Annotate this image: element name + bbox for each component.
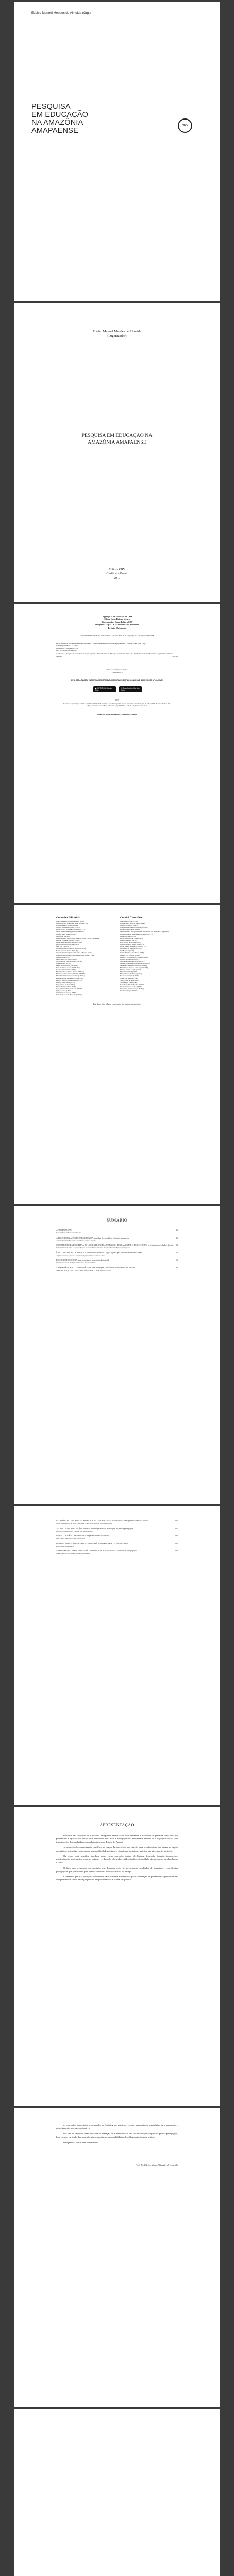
editor-chefe-line: Editor-chefe: Railson Moura [104,618,130,621]
google-play-icon: ▶ [95,687,97,689]
legal-text: Foi feito o depósito legal conf. Lei 10.994 de 14/12/2004. Proibida a reprodução parcial ou total desta obra sem autorização da Editora CRV. Todos os direitos desta edição reservados pela: Editora CRV. Tel.: (41) 3039-6418 - E-mail: sac@editoracrv.com.br [63,703,171,707]
toc-entry-authors: Marta Jane da Silva Souza / Antonio Fernandes [56,1552,90,1555]
council-col-2-header: Comitê Científico: [120,916,143,919]
council-member: Anselmo Alencar Colares (UFOPA) [56,924,79,927]
toc-entry-title: PEDAGOGIAS LUDO-EMBASADAS NO CURRÍCULO DO ENSINO FUNDAMENTAL [56,1542,129,1545]
council-member: Aldira Guimarães Duarte Domínguez (UNB) [56,920,85,922]
council-member: Maria de Lourdes Pinto de Almeida (UNOESC) [120,962,150,964]
council-page [14,905,220,1204]
council-member: Maria Lília Imbiriba Sousa Colares (UFOPA) [56,975,85,977]
publisher-logo [178,118,192,133]
council-member: Fauston Negreiros (UFPI) [120,939,137,941]
toc-entry-authors: Edelso Manoel Mendes de Almeida [56,1232,81,1234]
publisher-mark: CRV [181,124,189,127]
cover-editor-line: Edelso Manoel Mendes de Almeida (Org.) [31,11,91,15]
council-member: Kilwangy Kya Kapitango-a-Samba (Unemat) [120,956,148,958]
council-note: Este livro foi avaliado e aprovado por pareceristas ad hoc. [93,1003,141,1005]
council-member: Vera Lucia Gaspar (UDESC) [120,990,138,992]
council-member: Cesar Gerónimo Tello (Univer. Nacional Três de Febrero – Argentina) [56,937,100,939]
council-col-2 [120,916,178,992]
council-member: Sérgio Nunes de Jesus (IFRO) [56,983,75,986]
last-page-paragraph: os currículos conceituais relacionados ao bullying no ambiente escolar, apresentando estratégias para prevenção e enfrentamento no espaço educativo. [56,2124,178,2130]
council-member: Eduardo Fernandes Barbosa (UFMG) [56,939,80,941]
google-play-label: GET IT ON Google Play [95,687,112,691]
council-member: Maria Eurácia Barreto de Andrade (UFRB) [120,964,147,967]
council-member: Lourdes Helena da Silva (UFV) [120,958,140,960]
store-note: ESTA OBRA TAMBÉM ENCONTRA-SE DISPONÍVEL EM FORMATO DIGITAL. CONHEÇA E BAIXE NOSSO APLICATIVO! [71,679,163,681]
last-page-body [56,2124,178,2146]
council-member: José de Ribamar Sousa Pereira (UCB) [120,952,144,954]
council-member: Barbara Coelho Neves (UFBA) [120,928,140,931]
title-page-publisher: Editora CRV [109,568,125,571]
council-member: Francisco Carlos Duarte (PUC-PR) [56,950,78,952]
toc-entry-line [56,1543,178,1545]
presentation-heading: APRESENTAÇÃO [99,1823,135,1827]
toc-entry-authors: Antonio Sardinha Ferreira / Ana Maria Cristina Ferreira [56,1239,97,1242]
toc-entry-page: 145 [175,1542,178,1545]
presentation-paragraph: Esperamos que esta obra possa contribuir para o debate acadêmico e para a formação de professores e pesquisadores comprometidos com a educação pública de qualidade na Amazônia amapaense. [56,1875,178,1882]
toc-entry-page: 159 [175,1550,178,1552]
council-member: Sonia Maria Ferreira Koehler (UNISAL) [120,983,146,986]
isbn-digital: ISBN Digital 978-85-444-3292-1 [56,645,78,647]
site-line: Conheça os nossos lançamentos: www.editoracrv.com.br [97,713,137,715]
presentation-paragraph: A produção do conhecimento científico no campo da educação é um desafio para os educadores que atuam na região amazônica, pois exige compreender as especificidades culturais, históricas e sociais dos sujeitos que vivem neste território. [56,1846,178,1852]
toc-entry [56,1535,178,1540]
council-member: Cesar Gerónimo Tello (Universidad Nacional de Três de Febrero – Argentina) [120,930,169,933]
council-member: Elione Maria Nogueira Diogenes (UFAL) [56,941,82,943]
council-member: Mônica Pereira dos Santos (UFRJ) [120,973,142,975]
council-member: Najela Tavares Ujiie (UTFPR) [120,975,139,977]
title-page [14,303,220,602]
council-member: João Adalberto Campato Junior (UNESP) [56,960,82,962]
toc-entry [56,1229,178,1234]
cip-subjects: 1. Educação 2. Pesquisa em educação 3. Educação especial 4. Educação básica 5. Educação a distância 6. Amapá. I. Almeida, Edelso Manoel Mendes de. org. II. Título III. Série. [56,652,173,655]
toc-entry [56,1244,178,1249]
council-member: Solange Helena Ximenes-Rocha (UFOPA) [56,988,83,990]
toc-entry [56,1528,178,1533]
toc-list [56,1229,178,1275]
toc-entry [56,1543,178,1548]
council-member: Tadeu Oliver Gonçalves (UFPA) [56,992,77,994]
council-member: Diosnel Centurion (Univ Americ. de Asunción – Py) [120,933,153,935]
toc-entry-page: 11 [176,1229,178,1231]
last-page-paragraph: Por fim, os capítulos finais discutem a formação de professores e o uso das tecnologias digitais na prática pedagógica, bem como o currículo da escola ribeirinha, ampliando as possibilidades de diálogo entre teoria e prática. [56,2132,178,2139]
council-member: Eliane Rose Maio (UEM) [120,935,136,937]
cdu-value: CDU 37 [56,656,62,658]
imagem-capa-line: Imagem da Capa: CRV - Biblioteca da Amazônia [95,623,139,626]
toc-entry-title: O CURRÍCULO DA DISCIPLINA DE LÍNGUA FRANCESA NO ENSINO FUNDAMENTAL II DE OIAPOQUE: as fronteiras do trabalho docente [56,1244,174,1247]
council-member: Elizeu Clementino de Souza (UNEB) [56,943,79,946]
council-member: Lídia de Oliveira Xavier (UNIEURO) [56,967,80,969]
cover-title-line: AMAPAENSE [31,126,78,135]
council-member: Vânia Alves Martins Chaigar (FURG) [120,988,144,990]
toc-entry-title: DESCOBERTA SONORA: uma proposta de musicalização infantil [56,1259,109,1262]
council-member: Renato Francisco dos Santos Paula (UFG) [56,979,82,981]
toc-entry-title: A PROFESSORALIDADE NO CURRÍCULO DA ESCOLA RIBEIRINHA: os discursos pedagógicos [56,1550,137,1552]
council-member: Mohammed Elhajji (UFRJ) [120,971,137,973]
council-member: Silvia Regina Canan (URI) [120,981,137,984]
council-member: Fernando Antônio Gonçalves Alcoforado (IPB) [56,947,86,950]
council-member: Marcos Vinicius Francisco (UNOESTE) [120,960,145,962]
toc-entry-title: ESTRATÉGIAS CONCEITUAIS SOBRE A BULLYING ESCOLAR: a utilização da educação não formal na escola [56,1520,148,1522]
credits-page [14,604,220,903]
toc-entry [56,1237,178,1242]
council-member: Ilma Passos A. Veiga (UNICEUB) [120,947,142,950]
toc-page-continued [14,1506,220,1805]
council-member: Helmuth Krüger (UCP) [56,956,71,958]
cover-title [31,103,88,135]
council-member: Ana Chrystina Venancio Mignot (UERJ) [120,922,145,925]
cover-title-line: PESQUISA [31,103,71,111]
council-member: Carmen Tereza Velanga (UNIR) [56,933,76,935]
council-col-1-header: Conselho Editorial: [56,916,80,919]
council-member: Leonel Severo Rocha (UNISINOS) [56,964,78,967]
store-badges [93,686,142,692]
council-member: Sérgio Nunes de Jesus (IFRO) [120,979,139,981]
app-store-badge[interactable] [119,686,142,692]
council-member: Carlos Federico Dominguez Avila (Unieuro) [56,930,84,933]
council-member: Tania Suely Azevedo Brasileiro (UFOPA) [56,994,82,996]
copyright-line: Copyright © da Editora CRV Ltda. [101,615,133,618]
google-play-badge[interactable] [93,686,116,692]
council-member: Maria Lurdes Pinto de Almeida (UNICAMP) [120,967,148,969]
credits-year: 2019 [115,699,119,701]
toc-entry-title: ÍDOLO, TUTOR, ANTROPOFAGIA: o desafio do ensino de Língua Inglesa para o Ensino Médio no Amapá [56,1251,142,1254]
toc-entry-page: 33 [176,1244,178,1247]
council-member: Jussara Fraga Portugal (UNEB) [120,954,140,956]
toc-entry [56,1520,178,1525]
council-member: Antônio Pereira Gaio Júnior (UFRRJ) [56,926,80,929]
last-page [14,2108,220,2407]
cip-block [56,642,178,658]
presentation-body [56,1834,178,1884]
toc-entry-page: 117 [175,1527,178,1530]
presentation-paragraph: O livro está organizado em capítulos que dialogam entre si, apresentando resultados de pesquisas e experiências pedagógicas que contribuem para a reflexão sobre a educação básica no Amapá. [56,1867,178,1873]
toc-entry-title: A MATEMÁTICA NO LIVRO DIDÁTICO: uma abordagem crítica sobre seu uso nos Anos Iniciais [56,1266,135,1269]
toc-list-continued [56,1520,178,1557]
cip-text: P474 Pesquisa em educação na Amazônia amapaense / Edelso Manoel Mendes de Almeida (organizador) – Curitiba : CRV, 2019. 172 p. [56,642,146,645]
toc-entry-title: A DESCOLONIZAÇÃO EPISTEMOLÓGICA: um olhar decolonial da educação amapaense [56,1236,129,1239]
credits-header-block [14,615,220,629]
council-member: Celso Conti (UFSCar) [56,935,70,937]
toc-entry-page: 131 [175,1535,178,1537]
toc-entry-authors: Maria das Graças Pinto / Luis Ernesto Castro / Rosa Cristina Barreto Coelho [56,1269,111,1272]
isbn-fisico: ISBN Físico 978-85-444-3291-4 [56,647,78,649]
toc-entry-page: 51 [176,1251,178,1254]
council-member: Gláucia Maria dos Santos Jorge (UFOP) [120,943,145,946]
index-header: Índice para catálogo sistemático [106,669,128,671]
toc-entry-authors: Karina Flores Barbosa / Luciana dos Santos Moraes [56,1530,93,1532]
signature: Prof. Dr. Edelso Manoel Mendes de Almeida [135,2164,178,2166]
council-member: Elizeu Clementino de Souza (UNEB) [120,937,143,939]
council-member: Jailson Alves dos Santos (UFRJ) [56,958,77,960]
council-member: Anna Augusta Sampaio de Oliveira (UNESP) [120,926,148,929]
presentation-paragraph: Os textos aqui reunidos abordam temas como currículo, ensino de línguas, formação docente, tecnologias, musicalização, matemática, ciências naturais e educação ribeirinha, evidenciando a diversidade das pesquisas produzidas no Estado. [56,1855,178,1864]
toc-entry-page: 101 [175,1520,178,1522]
council-member: Paulo Romualdo Hernandes (UNIFAL-MG) [56,977,84,979]
council-member: Rodrigo Pratte-Santos (UFES) [56,981,75,984]
doi-line: DOI 10.24824/978854443291.4 [56,649,77,652]
council-col-1-list [56,920,114,996]
council-col-2-list [120,920,178,992]
toc-entry-title: TECNOLOGIA E EDUCAÇÃO: formação docente para uso de tecnologias na prática pedagógica [56,1527,133,1530]
cover-title-line: NA AMAZÔNIA [31,118,83,127]
cdd-value: CDD 370 [171,656,178,658]
cover-page [14,2,220,301]
council-col-1 [56,916,114,996]
app-store-label: Download on the App Store [121,687,138,691]
blank-page [14,2409,220,2576]
toc-entry-title: APRESENTAÇÃO [56,1229,72,1231]
toc-entry-authors: Daniela de Araújo Rodrigues / Luciana Pereira da Silva [56,1262,96,1264]
council-member: Suzana dos Santos Gomes (UFMG) [120,985,142,988]
council-member: Guillermo Arias Beatón (Universidade de La Havana – Cuba) [56,954,95,956]
council-member: Gloria Fariñas León (Universidade de La Havana – Cuba) [56,952,92,954]
toc-entry-page: 15 [176,1236,178,1239]
toc-entry-authors: Luiz Carlos Rodrigues / Ana Paula Dias [56,1537,85,1540]
council-member: Simone Rodrigues Pinto (UNB) [56,985,76,988]
council-member: Inês Bragança (UERJ) [120,950,134,952]
council-member: Nilson José Machado (USP) [120,977,138,979]
council-member: Carlos Alberto Vilar Estêvão (UMINHO – PT) [56,928,86,931]
toc-entry-authors: Kelly Cristina da Silva / Carmina Ramos Squelar / Eliane Cristina Barreto / Patrícia Fernandes Cyanhas [56,1247,130,1249]
council-member: Sydione Santos (UEPG) [56,990,72,992]
toc-page [14,1206,220,1504]
title-page-city: Curitiba – Brasil [106,572,128,575]
cdd-row [56,656,178,658]
toc-entry-authors: Carla Jussara Brito da Silva / Maria da Graça Brito / Edimar Fernandes Souza [56,1522,112,1524]
toc-entry-line [56,1528,178,1530]
title-page-role: (Organizador) [107,334,127,338]
revisao-line: Revisão: Os Autores [108,626,126,629]
council-member: Lourdes Helena da Silva (UFV) [56,969,76,971]
toc-entry-line [56,1237,178,1240]
council-member: Altair Alberto Fávero (UPF) [120,920,138,922]
diagramacao-line: Diagramação e Capa: Editora CRV [101,620,133,623]
title-page-title: PESQUISA EM EDUCAÇÃO NA AMAZÔNIA AMAPAENSE [81,433,153,445]
presentation-paragraph: Pesquisa em Educação na Amazônia Amapaense reúne textos com reflexões e trabalhos de pesquisa realizados por professores e egressos dos cursos de Licenciatura em Letras e Pedagogia da Universidade Federal do Amapá (UNIFAP), com investigações desenvolvidas em escolas públicas do Estado do Amapá. [56,1834,178,1843]
cover-title-line: EM EDUCAÇÃO [31,110,89,119]
last-page-paragraph: Desejamos a todos uma ótima leitura. [63,2141,99,2144]
toc-entry-page: 85 [176,1266,178,1269]
catalog-header: DADOS INTERNACIONAIS DE CATALOGAÇÃO NA PUBLICAÇÃO (CIP) CATALOGAÇÃO NA FONTE [80,635,154,637]
council-member: Mariana da Silva Coelho (UNEB) [120,969,141,971]
toc-entry [56,1267,178,1272]
title-page-author: Edelso Manoel Mendes de Almeida [92,330,142,333]
council-member: Andréia da Silva Quintanilha Sousa (UNIR/UFRN) [56,922,88,925]
toc-entry-authors: Jefferson Santos Azevedo / Ana Paula Aguirre / Ariela Cristiane Pizol [56,1254,105,1257]
title-page-year: 2019 [113,576,121,580]
toc-entry [56,1259,178,1264]
council-member: Josania Portela (UFPI) [56,962,71,964]
toc-entry-authors: Roberta Fernandes de Sá [56,1545,74,1547]
presentation-page [14,1807,220,2106]
council-member: Andréia N. Militão (UEMS) [120,924,138,927]
index-item: 1. Educação 370 [111,671,123,673]
toc-heading: SUMÁRIO [106,1218,128,1223]
toc-entry-page: 69 [176,1259,178,1262]
toc-entry-title: ENSINO DE CIÊNCIAS NATURAIS: experiências em sala de aula [56,1535,110,1537]
toc-entry [56,1252,178,1257]
council-member: Helder Buenos Aires de Carvalho (UFPI) [120,945,146,948]
council-member: Francisco Ari de Andrade (UFC) [120,941,141,943]
toc-entry [56,1550,178,1555]
council-member: Maria de Lourdes Pinto de Almeida (UNOESC) [56,973,86,975]
council-member: Maria Cristina dos Santos Bezerra (UFSCar) [56,971,84,973]
council-member: Élsio José Corá (UFFS) [56,945,71,948]
